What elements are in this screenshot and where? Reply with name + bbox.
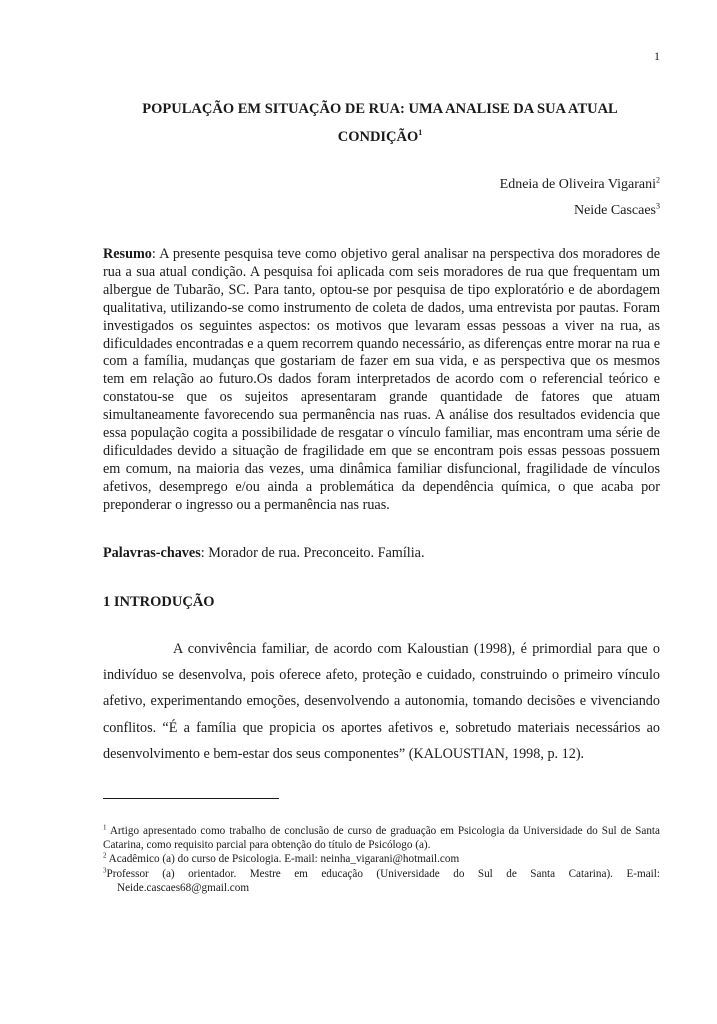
- footnote-2-mark: 2: [103, 851, 107, 860]
- footnote-1: [103, 824, 660, 852]
- title-footnote-mark: 1: [418, 128, 423, 138]
- title-line-1: POPULAÇÃO EM SITUAÇÃO DE RUA: UMA ANALISE DA SUA ATUAL: [142, 101, 618, 117]
- author-2-mark: 3: [656, 201, 660, 211]
- author-1-mark: 2: [656, 175, 660, 185]
- paper-title: [100, 95, 660, 151]
- title-line-2: [100, 123, 660, 151]
- page-number: 1: [654, 49, 660, 63]
- keywords-text: : Morador de rua. Preconceito. Família.: [200, 545, 425, 561]
- abstract: [103, 246, 660, 515]
- footnote-divider: [103, 798, 279, 799]
- title-line-2-text: CONDIÇÃO: [337, 129, 419, 145]
- footnote-1-text: Artigo apresentado como trabalho de conclusão de curso de graduação em Psicologia da Universidade do Sul de Santa Catarina, como requisito parcial para obtenção do título de Psicólogo (a).: [103, 825, 660, 852]
- footnote-2: [103, 852, 660, 866]
- author-1: [500, 172, 660, 198]
- author-2: [500, 198, 660, 224]
- author-1-name: Edneia de Oliveira Vigarani: [499, 177, 656, 192]
- footnotes: [103, 824, 660, 895]
- footnote-2-text: Acadêmico (a) do curso de Psicologia. E-mail: neinha_vigarani@hotmail.com: [106, 853, 460, 866]
- abstract-text: : A presente pesquisa teve como objetivo geral analisar na perspectiva dos moradores de rua a sua atual condição. A pesquisa foi aplicada com seis moradores de rua que frequentam um albergue de Tubarão, SC. Para tanto, optou-se por pesquisa de tipo exploratório e de abordagem qualitativa, utilizando-se como instrumento de coleta de dados, uma entrevista por pautas. Foram investigados os seguintes aspectos: os motivos que levaram essas pessoas a viver na rua, as dificuldades encontradas e a quem recorrem quando necessário, as diferenças entre morar na rua e com a família, mudanças que gostariam de fazer em sua vida, e as perspectiva que os mesmos tem em relação ao futuro.Os dados foram interpretados de acordo com o referencial teórico e constatou-se que os sujeitos apresentaram grande quantidade de fatores que atuam simultaneamente favorecendo sua permanência nas ruas. A análise dos resultados evidencia que essa população cogita a possibilidade de resgatar o vínculo familiar, mas encontram uma série de dificuldades devido a situação de fragilidade em que se encontram pois essas pessoas possuem em comum, na maioria das vezes, uma dinâmica familiar disfuncional, fragilidade de vínculos afetivos, desemprego e/ou ainda a problemática da dependência química, o que acaba por preponderar o ingresso ou a permanência nas ruas.: [103, 246, 660, 513]
- section-heading: 1 INTRODUÇÃO: [103, 594, 215, 610]
- abstract-label: Resumo: [103, 246, 152, 262]
- footnote-3-text: Professor (a) orientador. Mestre em educação (Universidade do Sul de Santa Catarina). E-mail: Neide.cascaes68@gmail.com: [106, 867, 660, 894]
- keywords-label: Palavras-chaves: [103, 545, 201, 561]
- intro-paragraph: A convivência familiar, de acordo com Kaloustian (1998), é primordial para que o indivíduo se desenvolva, pois oferece afeto, proteção e cuidado, construindo o primeiro vínculo afetivo, experimentando emoções, desenvolvendo a autonomia, tomando decisões e vivenciando conflitos. “É a família que propicia os aportes afetivos e, sobretudo materiais necessários ao desenvolvimento e bem-estar dos seus componentes” (KALOUSTIAN, 1998, p. 12).: [103, 641, 660, 762]
- author-list: [500, 172, 660, 224]
- author-2-name: Neide Cascaes: [573, 203, 656, 218]
- footnote-3-mark: 3: [103, 865, 107, 874]
- footnote-1-mark: 1: [103, 823, 107, 832]
- footnote-3: [103, 867, 660, 895]
- keywords: [103, 545, 660, 562]
